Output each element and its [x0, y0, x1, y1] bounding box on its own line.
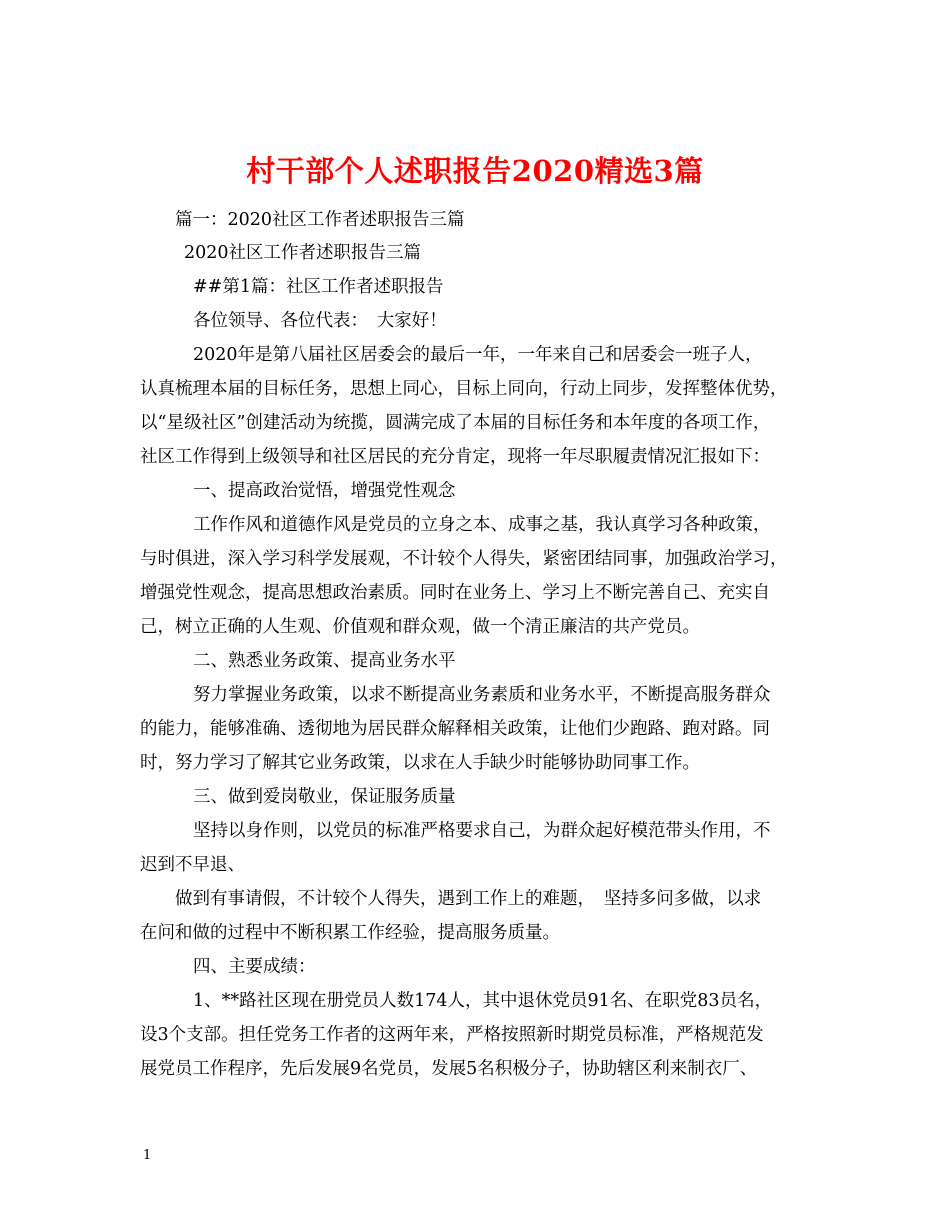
- paragraph-line: 各位领导、各位代表： 大家好！: [193, 311, 447, 331]
- paragraph-line: 以“星级社区”创建活动为统揽，圆满完成了本届的目标任务和本年度的各项工作，: [140, 413, 771, 433]
- paragraph-line: 坚持以身作则，以党员的标准严格要求自己，为群众起好模范带头作用，不: [193, 821, 771, 841]
- page-number: 1: [143, 1148, 152, 1163]
- paragraph-line: 迟到不早退、: [140, 855, 245, 875]
- paragraph-line: 篇一：2020社区工作者述职报告三篇: [175, 210, 465, 230]
- paragraph-line: 设3个支部。担任党务工作者的这两年来，严格按照新时期党员标准，严格规范发: [140, 1025, 764, 1045]
- section-heading: 二、熟悉业务政策、提高业务水平: [193, 651, 456, 671]
- section-heading: 一、提高政治觉悟，增强党性观念: [193, 481, 456, 501]
- paragraph-line: 时，努力学习了解其它业务政策，以求在人手缺少时能够协助同事工作。: [140, 753, 700, 773]
- paragraph-line: 工作作风和道德作风是党员的立身之本、成事之基，我认真学习各种政策，: [193, 515, 771, 535]
- paragraph-line: 2020社区工作者述职报告三篇: [184, 243, 422, 263]
- section-heading: 四、主要成绩：: [193, 957, 316, 977]
- section-heading: 三、做到爱岗敬业，保证服务质量: [193, 787, 456, 807]
- paragraph-line: 社区工作得到上级领导和社区居民的充分肯定，现将一年尽职履责情况汇报如下：: [140, 447, 770, 467]
- paragraph-line: 在问和做的过程中不断积累工作经验，提高服务质量。: [140, 923, 560, 943]
- paragraph-line: 展党员工作程序，先后发展9名党员，发展5名积极分子，协助辖区利来制衣厂、: [140, 1059, 758, 1079]
- paragraph-line: 与时俱进，深入学习科学发展观，不计较个人得失，紧密团结同事，加强政治学习，: [140, 549, 788, 569]
- paragraph-line: 2020年是第八届社区居委会的最后一年，一年来自己和居委会一班子人，: [193, 345, 763, 365]
- paragraph-line: ##第1篇：社区工作者述职报告: [193, 277, 444, 297]
- paragraph-line: 努力掌握业务政策，以求不断提高业务素质和业务水平，不断提高服务群众: [193, 685, 771, 705]
- paragraph-line: 己，树立正确的人生观、价值观和群众观，做一个清正廉洁的共产党员。: [140, 617, 700, 637]
- paragraph-line: 做到有事请假，不计较个人得失，遇到工作上的难题， 坚持多问多做，以求: [175, 889, 762, 909]
- paragraph-line: 1、**路社区现在册党员人数174人，其中退休党员91名、在职党83员名，: [193, 991, 773, 1011]
- document-title: 村干部个人述职报告2020精选3篇: [246, 154, 704, 189]
- paragraph-line: 的能力，能够准确、透彻地为居民群众解释相关政策，让他们少跑路、跑对路。同: [140, 719, 770, 739]
- paragraph-line: 增强党性观念，提高思想政治素质。同时在业务上、学习上不断完善自己、充实自: [140, 583, 770, 603]
- paragraph-line: 认真梳理本届的目标任务，思想上同心，目标上同向，行动上同步，发挥整体优势，: [140, 379, 788, 399]
